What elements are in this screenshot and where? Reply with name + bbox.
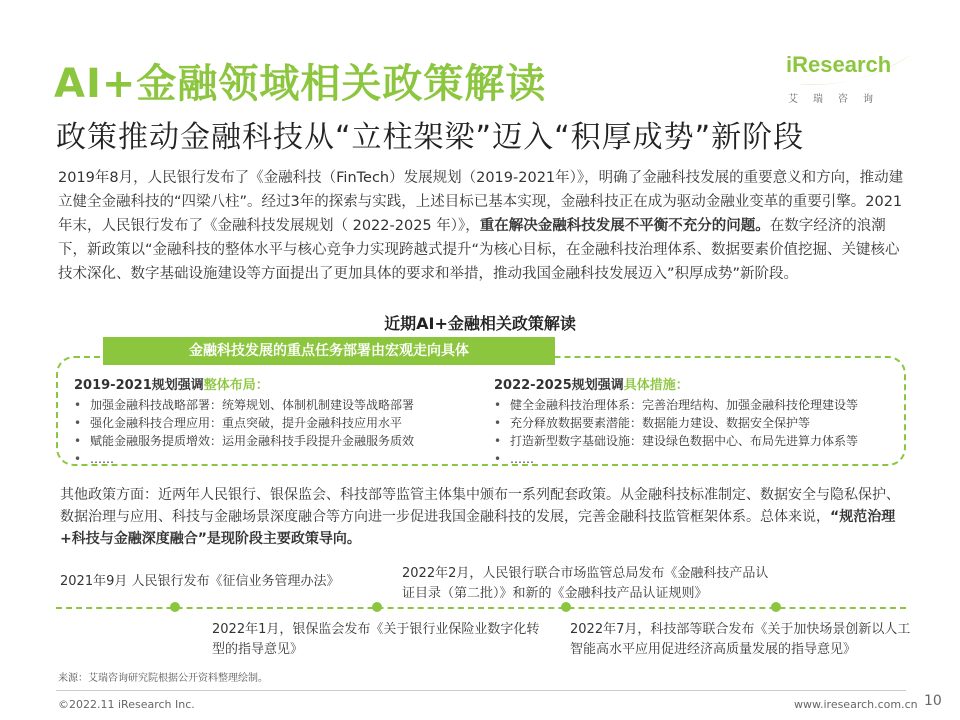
plan-2022-2025-column [494, 374, 904, 468]
logo-wordmark: iResearch [786, 52, 892, 77]
list-item: • 加强金融科技战略部署：统筹规划、体制机制建设等战略部署 [74, 396, 474, 414]
heading-highlight: 整体布局： [203, 378, 269, 393]
page-title: AI+金融领域相关政策解读 [54, 61, 547, 107]
plan-2019-2021-list [74, 396, 474, 468]
list-item: • …… [494, 450, 904, 468]
timeline-event: 2022年1月，银保监会发布《关于银行业保险业数字化转型的指导意见》 [212, 622, 540, 657]
timeline-dot [372, 602, 382, 612]
plan-2019-2021-heading [74, 374, 474, 393]
timeline-dot [771, 602, 781, 612]
intro-paragraph [58, 166, 910, 286]
timeline-dot [170, 602, 180, 612]
page-number: 10 [924, 693, 942, 709]
source-note: 来源：艾瑞咨询研究院根据公开资料整理绘制。 [58, 673, 268, 684]
intro-bold: 重在解决金融科技发展不平衡不充分的问题。 [479, 218, 770, 234]
plan-2022-2025-list [494, 396, 904, 468]
section-title: 近期AI+金融相关政策解读 [384, 314, 576, 333]
plan-2022-2025-heading [494, 374, 904, 393]
heading-highlight: 具体措施： [623, 378, 689, 393]
timeline-event: 2022年2月，人民银行联合市场监管总局发布《金融科技产品认证目录（第二批）》和新的《金融科技产品认证规则》 [402, 566, 769, 601]
other-policies-text: 其他政策方面：近两年人民银行、银保监会、科技部等监管主体集中颁布一系列配套政策。从金融科技标准制定、数据安全与隐私保护、数据治理与应用、科技与金融场景深度融合等方向进一步促进我国金融科技的发展，完善金融科技监管框架体系。总体来说， [60, 487, 900, 525]
list-item: • 健全金融科技治理体系：完善治理结构、加强金融科技伦理建设等 [494, 396, 904, 414]
intro-text-2: 在数字经济的浪潮下，新政策以“金融科技的整体水平与核心竞争力实现跨越式提升“为核心目标，在金融科技治理体系、数据要素价值挖掘、关键核心技术深化、数字基础设施建设等方面提出了更加具体的要求和举措，推动我国金融科技发展迈入”积厚成势”新阶段。 [58, 218, 900, 282]
logo-subtitle: 艾瑞咨询 [788, 94, 888, 105]
timeline-event: 2021年9月 人民银行发布《征信业务管理办法》 [60, 574, 340, 589]
list-item: • 强化金融科技合理应用：重点突破，提升金融科技应用水平 [74, 414, 474, 432]
list-item: • 赋能金融服务提质增效：运用金融科技手段提升金融服务质效 [74, 432, 474, 450]
timeline-event: 2022年7月，科技部等联合发布《关于加快场景创新以人工智能高水平应用促进经济高质量发展的指导意见》 [570, 622, 911, 657]
plan-2019-2021-column [74, 374, 474, 468]
policy-banner: 金融科技发展的重点任务部署由宏观走向具体 [103, 337, 555, 365]
other-policies-bold: “规范治理+科技与金融深度融合”是现阶段主要政策导向。 [60, 509, 896, 547]
intro-text-1: 2019年8月，人民银行发布了《金融科技（FinTech）发展规划（2019-2021年）》，明确了金融科技发展的重要意义和方向，推动建立健全金融科技的“四梁八柱”。经过3年的探索与实践，上述目标已基本实现，金融科技正在成为驱动金融业变革的重要引擎。2021年末，人民银行发布了《金融科技发展规划（ 2022-2025 年）》， [58, 170, 904, 234]
iresearch-logo [786, 50, 916, 110]
list-item: • …… [74, 450, 474, 468]
footer-divider [56, 690, 906, 691]
other-policies-paragraph [60, 484, 912, 550]
copyright: ©2022.11 iResearch Inc. [58, 698, 195, 711]
heading-prefix: 2022-2025规划强调 [494, 378, 624, 393]
list-item: • 充分释放数据要素潜能：数据能力建设、数据安全保护等 [494, 414, 904, 432]
page-subtitle: 政策推动金融科技从“立柱架梁”迈入“积厚成势”新阶段 [56, 120, 805, 155]
website-link[interactable]: www.iresearch.com.cn [794, 698, 918, 711]
list-item: • 打造新型数字基础设施：建设绿色数据中心、布局先进算力体系等 [494, 432, 904, 450]
heading-prefix: 2019-2021规划强调 [74, 378, 204, 393]
